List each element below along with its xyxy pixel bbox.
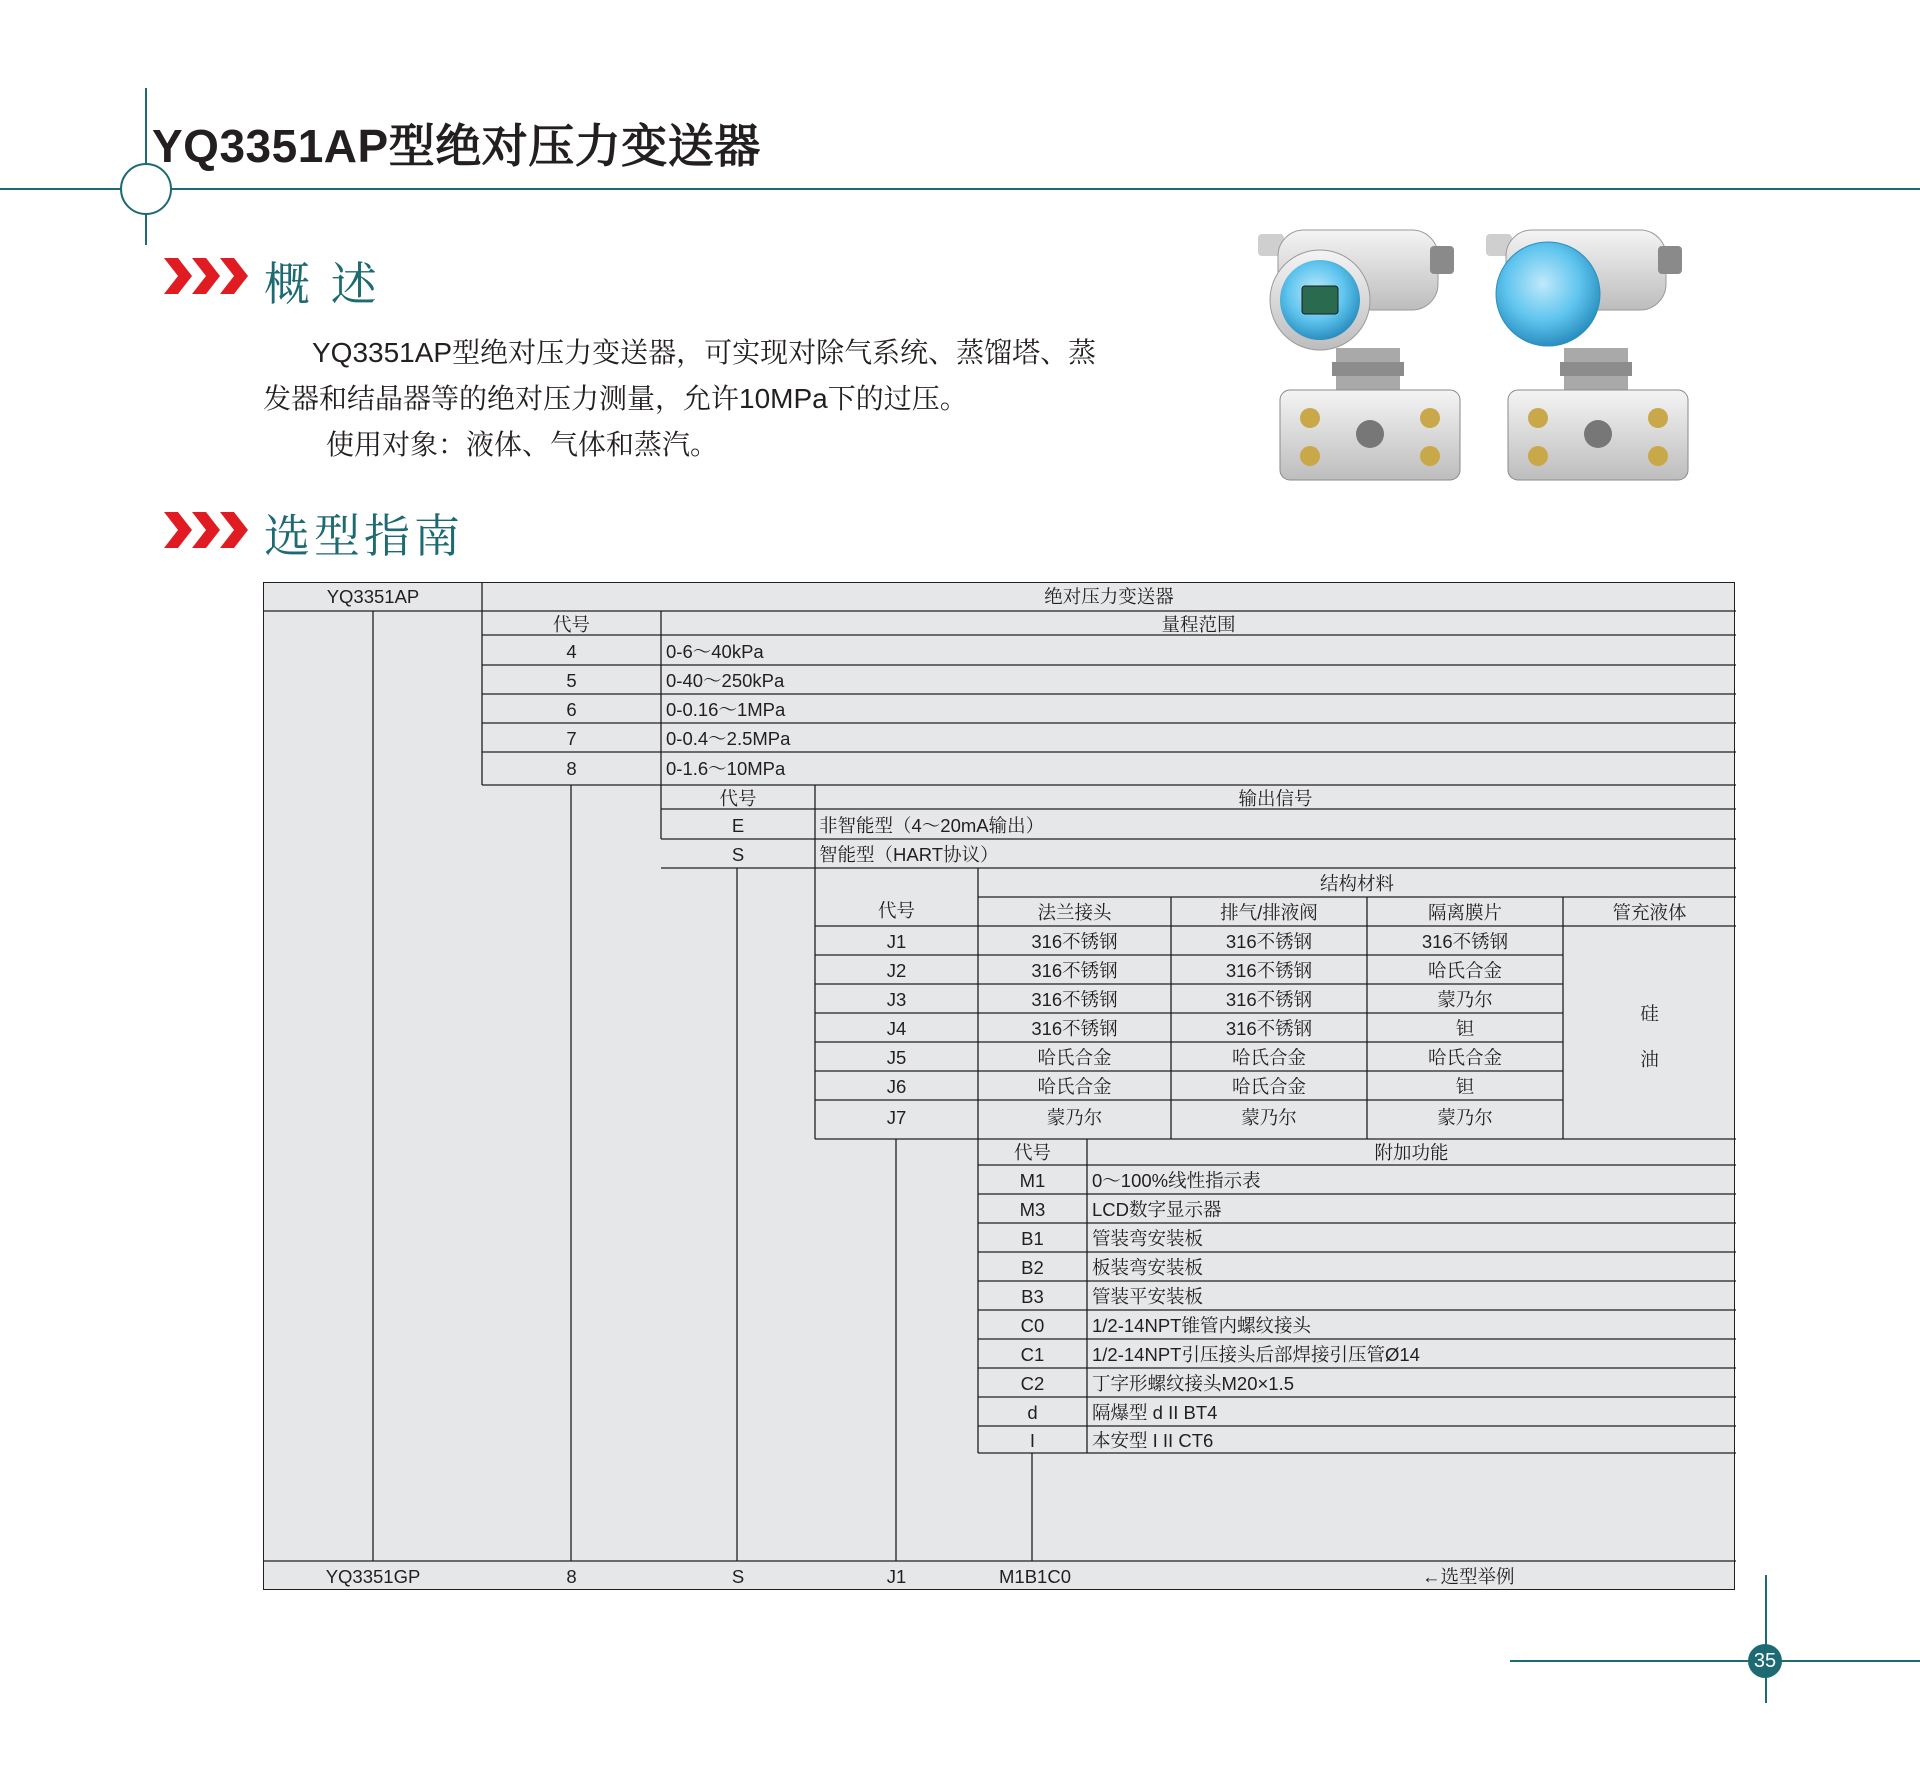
triple-arrow-icon <box>164 254 252 298</box>
material-col-valve: 排气/排液阀 <box>1220 902 1318 923</box>
material-flange: 316不锈钢 <box>1031 960 1118 981</box>
overview-line-1: YQ3351AP型绝对压力变送器，可实现对除气系统、蒸馏塔、蒸 <box>312 337 1097 368</box>
overview-heading: 概 述 <box>264 258 381 310</box>
additional-desc: 板装弯安装板 <box>1092 1257 1204 1278</box>
additional-code: C1 <box>1020 1344 1045 1365</box>
material-code: J5 <box>886 1047 907 1068</box>
page-number: 35 <box>1748 1644 1782 1678</box>
material-flange: 316不锈钢 <box>1031 989 1118 1010</box>
material-valve: 蒙乃尔 <box>1241 1107 1297 1128</box>
range-desc: 0-6～40kPa <box>666 641 764 662</box>
overview-line-3: 使用对象：液体、气体和蒸汽。 <box>326 429 719 460</box>
material-valve: 哈氏合金 <box>1231 1047 1306 1068</box>
additional-code: I <box>1029 1430 1036 1451</box>
additional-desc: 管装弯安装板 <box>1092 1228 1204 1249</box>
additional-code: d <box>1027 1402 1038 1423</box>
output-code-header: 代号 <box>719 788 757 809</box>
material-code: J4 <box>886 1018 907 1039</box>
example-additional: M1B1C0 <box>999 1566 1071 1587</box>
output-desc: 非智能型（4～20mA输出） <box>819 815 1045 836</box>
product-photo <box>1250 212 1690 517</box>
range-code: 7 <box>566 728 577 749</box>
material-diaphragm: 哈氏合金 <box>1427 1047 1502 1068</box>
transmitter-right <box>1486 230 1688 480</box>
additional-code: B3 <box>1021 1286 1044 1307</box>
additional-desc: 0～100%线性指示表 <box>1092 1170 1261 1191</box>
material-valve: 316不锈钢 <box>1225 1018 1313 1039</box>
selection-heading: 选型指南 <box>264 510 464 562</box>
additional-desc: 丁字形螺纹接头M20×1.5 <box>1092 1373 1295 1394</box>
range-code: 4 <box>566 641 577 662</box>
additional-desc: 本安型 I II CT6 <box>1092 1430 1214 1451</box>
range-desc: 0-40～250kPa <box>666 670 785 691</box>
additional-code: B2 <box>1021 1257 1044 1278</box>
material-code: J2 <box>886 960 907 981</box>
transmitter-left <box>1258 230 1460 480</box>
additional-code: M1 <box>1019 1170 1046 1191</box>
material-diaphragm: 蒙乃尔 <box>1437 989 1493 1010</box>
additional-desc: 1/2-14NPT引压接头后部焊接引压管Ø14 <box>1092 1344 1420 1365</box>
example-model: YQ3351GP <box>325 1566 421 1587</box>
additional-desc: LCD数字显示器 <box>1092 1199 1222 1220</box>
model-description: 绝对压力变送器 <box>1044 586 1174 607</box>
material-col-flange: 法兰接头 <box>1037 902 1112 923</box>
example-label: ←选型举例 <box>1422 1566 1515 1587</box>
triple-arrow-icon <box>164 508 252 552</box>
range-desc: 0-0.16～1MPa <box>666 699 786 720</box>
range-code: 5 <box>566 670 577 691</box>
range-code: 8 <box>566 758 577 779</box>
example-output: S <box>731 1566 745 1587</box>
range-code: 6 <box>566 699 577 720</box>
additional-code: B1 <box>1021 1228 1044 1249</box>
output-code: S <box>731 844 745 865</box>
material-diaphragm: 蒙乃尔 <box>1437 1107 1493 1128</box>
example-range: 8 <box>566 1566 577 1587</box>
material-flange: 哈氏合金 <box>1037 1047 1112 1068</box>
material-valve: 哈氏合金 <box>1231 1076 1306 1097</box>
page-title: YQ3351AP型绝对压力变送器 <box>152 120 761 172</box>
output-code: E <box>731 815 745 836</box>
material-valve: 316不锈钢 <box>1225 960 1313 981</box>
additional-code: M3 <box>1019 1199 1046 1220</box>
material-col-fill: 管充液体 <box>1612 902 1687 923</box>
fill-liquid: 油 <box>1640 1049 1659 1070</box>
material-col-diaphragm: 隔离膜片 <box>1427 902 1502 923</box>
material-valve: 316不锈钢 <box>1225 931 1313 952</box>
material-valve: 316不锈钢 <box>1225 989 1313 1010</box>
example-material: J1 <box>886 1566 907 1587</box>
range-header: 量程范围 <box>1161 614 1236 635</box>
material-header: 结构材料 <box>1319 873 1394 894</box>
additional-desc: 隔爆型 d II BT4 <box>1092 1402 1218 1423</box>
output-header: 输出信号 <box>1238 788 1313 809</box>
material-flange: 316不锈钢 <box>1031 931 1118 952</box>
additional-code: C0 <box>1020 1315 1045 1336</box>
range-desc: 0-0.4～2.5MPa <box>666 728 791 749</box>
additional-code: C2 <box>1020 1373 1045 1394</box>
material-diaphragm: 316不锈钢 <box>1421 931 1509 952</box>
range-desc: 0-1.6～10MPa <box>666 758 786 779</box>
additional-code-header: 代号 <box>1013 1142 1051 1163</box>
overview-line-2: 发器和结晶器等的绝对压力测量，允许10MPa下的过压。 <box>263 383 968 414</box>
fill-liquid: 硅 <box>1640 1003 1659 1024</box>
additional-desc: 管装平安装板 <box>1092 1286 1204 1307</box>
material-code-header: 代号 <box>877 900 915 921</box>
additional-desc: 1/2-14NPT锥管内螺纹接头 <box>1092 1315 1311 1336</box>
material-code: J7 <box>886 1107 907 1128</box>
material-code: J6 <box>886 1076 907 1097</box>
model-code: YQ3351AP <box>326 586 420 607</box>
material-diaphragm: 钽 <box>1455 1076 1475 1097</box>
material-flange: 316不锈钢 <box>1031 1018 1118 1039</box>
range-code-header: 代号 <box>552 614 590 635</box>
output-desc: 智能型（HART协议） <box>819 844 999 865</box>
material-code: J1 <box>886 931 907 952</box>
material-diaphragm: 哈氏合金 <box>1427 960 1502 981</box>
material-flange: 哈氏合金 <box>1037 1076 1112 1097</box>
material-diaphragm: 钽 <box>1455 1018 1475 1039</box>
additional-header: 附加功能 <box>1374 1142 1449 1163</box>
material-flange: 蒙乃尔 <box>1046 1107 1103 1128</box>
material-code: J3 <box>886 989 907 1010</box>
selection-table <box>263 582 1735 1590</box>
